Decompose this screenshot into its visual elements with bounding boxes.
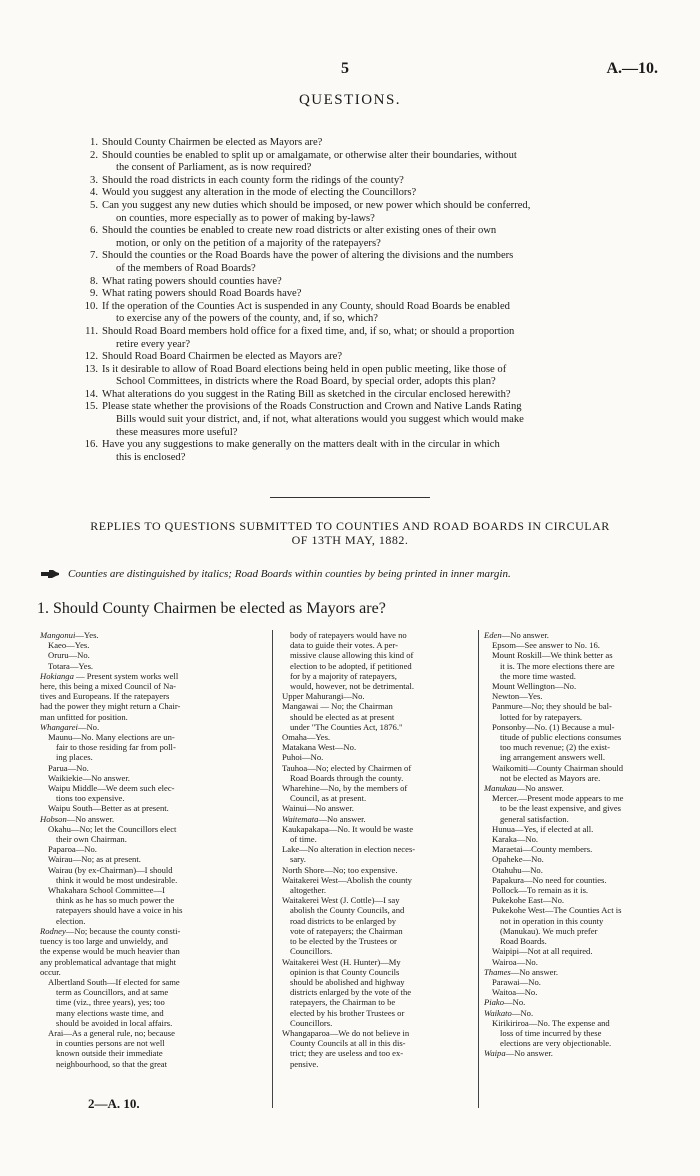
reply-line: missive clause allowing this kind of bbox=[290, 650, 414, 661]
question-line: Would you suggest any alteration in the mode of electing the Councillors? bbox=[102, 187, 417, 199]
reply-line: fair to those residing far from poll- bbox=[56, 742, 176, 753]
reply-line: Maunu—No. Many elections are un- bbox=[48, 732, 175, 743]
question-1-heading: 1. Should County Chairmen be elected as Mayors are? bbox=[37, 600, 386, 617]
reply-line: Totara—Yes. bbox=[48, 660, 94, 671]
reply-line: for by a majority of ratepayers, bbox=[290, 670, 397, 681]
question-text bbox=[102, 175, 660, 188]
reply-line: Wairau—No; as at present. bbox=[48, 854, 141, 865]
question-text bbox=[102, 200, 660, 225]
reply-line: Wairau (by ex-Chairman)—I should bbox=[48, 864, 173, 875]
question-number: 16. bbox=[84, 439, 98, 451]
question-line: Should the counties be enabled to create new road districts or alter existing ones of their own bbox=[102, 225, 497, 237]
reply-line: Papakura—No need for counties. bbox=[492, 874, 607, 885]
question-text bbox=[102, 364, 660, 389]
reply-line: not in operation in this county bbox=[500, 915, 604, 926]
reply-line: Manukau—No answer. bbox=[484, 783, 564, 794]
reply-line: Pollock—To remain as it is. bbox=[492, 885, 589, 896]
replies-title bbox=[40, 519, 660, 547]
reply-line: not be elected as Mayors are. bbox=[500, 772, 601, 783]
question-number: 13. bbox=[84, 363, 98, 375]
question-item bbox=[80, 137, 660, 150]
reply-line: County Councils at all in this dis- bbox=[290, 1038, 406, 1049]
reply-line: Councillors. bbox=[290, 946, 333, 957]
reply-line: would, however, not be detrimental. bbox=[290, 681, 414, 692]
question-text bbox=[102, 225, 660, 250]
reply-line: Hobson—No answer. bbox=[40, 813, 115, 824]
question-line: If the operation of the Counties Act is suspended in any County, should Road Boards be enabled bbox=[102, 300, 510, 312]
reply-line: lotted for by ratepayers. bbox=[500, 711, 583, 722]
question-line: the consent of Parliament, as is now required? bbox=[116, 162, 312, 174]
reply-line: man unfitted for position. bbox=[40, 711, 128, 722]
reply-line: trict; they are useless and too ex- bbox=[290, 1048, 404, 1059]
reply-line: Waikiekie—No answer. bbox=[48, 772, 130, 783]
reply-line: loss of time incurred by these bbox=[500, 1027, 602, 1038]
reply-line: known outside their immediate bbox=[56, 1048, 163, 1059]
question-number: 10. bbox=[84, 300, 98, 312]
question-number: 1. bbox=[90, 137, 98, 148]
question-text bbox=[102, 137, 660, 150]
question-number: 12. bbox=[84, 351, 98, 363]
question-text bbox=[102, 276, 660, 289]
question-item bbox=[80, 225, 660, 250]
reply-line: Waitemata—No answer. bbox=[282, 813, 366, 824]
question-item bbox=[80, 389, 660, 402]
reply-line: Waipipi—Not at all required. bbox=[492, 946, 593, 957]
reply-line: Eden—No answer. bbox=[484, 630, 549, 640]
reply-line: Thames—No answer. bbox=[484, 966, 559, 977]
question-text bbox=[102, 389, 660, 402]
question-number: 15. bbox=[84, 401, 98, 413]
reply-line: it is. The more elections there are bbox=[500, 660, 615, 671]
reply-line: election to be adopted, if petitioned bbox=[290, 660, 412, 671]
question-line: What rating powers should Road Boards have? bbox=[102, 288, 302, 300]
document-reference: A.—10. bbox=[606, 60, 658, 77]
reply-line: Road Boards. bbox=[500, 936, 547, 947]
question-line: Have you any suggestions to make generally on the matters dealt with in the circular in which bbox=[102, 439, 500, 451]
reply-line: Wainui—No answer. bbox=[282, 803, 354, 814]
question-text bbox=[102, 150, 660, 175]
questions-title: QUESTIONS. bbox=[298, 92, 402, 108]
reply-line: Ponsonby—No. (1) Because a mul- bbox=[492, 721, 615, 732]
replies-column-2 bbox=[282, 630, 474, 1069]
page-number: 5 bbox=[341, 60, 349, 77]
reply-line: Waikato—No. bbox=[484, 1007, 534, 1018]
reply-line: Okahu—No; let the Councillors elect bbox=[48, 823, 177, 834]
county-name: Mangonui bbox=[40, 630, 76, 640]
question-item bbox=[80, 276, 660, 289]
reply-line: Pukekohe West—The Counties Act is bbox=[492, 905, 622, 916]
reply-line: Mount Roskill—We think better as bbox=[492, 650, 613, 661]
question-text bbox=[102, 439, 660, 464]
question-number: 3. bbox=[90, 174, 98, 186]
reply-line: Mangawai — No; the Chairman bbox=[282, 701, 393, 712]
reply-line: ratepayers should have a voice in his bbox=[56, 905, 183, 916]
italics-note bbox=[40, 568, 660, 580]
reply-line: Waipa—No answer. bbox=[484, 1048, 553, 1059]
replies-title-line-1: REPLIES TO QUESTIONS SUBMITTED TO COUNTIES AND ROAD BOARDS IN CIRCULAR bbox=[90, 519, 610, 533]
reply-line: body of ratepayers would have no bbox=[290, 630, 407, 640]
reply-line: elections are very objectionable. bbox=[500, 1038, 612, 1049]
question-item bbox=[80, 187, 660, 200]
reply-line: the more time wasted. bbox=[500, 670, 576, 681]
reply-line: Mount Wellington—No. bbox=[492, 681, 577, 692]
reply-line: Waipu Middle—We deem such elec- bbox=[48, 783, 175, 794]
reply-line: under "The Counties Act, 1876." bbox=[290, 721, 403, 732]
question-number: 9. bbox=[90, 288, 98, 300]
reply-line: general satisfaction. bbox=[500, 813, 569, 824]
reply-line: Kaeo—Yes. bbox=[48, 640, 90, 651]
question-text bbox=[102, 401, 660, 439]
reply-line: of time. bbox=[290, 834, 317, 845]
reply-line: districts enlarged by the vote of the bbox=[290, 987, 412, 998]
replies-column-1 bbox=[40, 630, 264, 1069]
question-item bbox=[80, 326, 660, 351]
question-item bbox=[80, 301, 660, 326]
page-header bbox=[0, 60, 700, 80]
reply-line: Opaheke—No. bbox=[492, 854, 544, 865]
reply-line: Pukekohe East—No. bbox=[492, 895, 565, 906]
reply-line: ing arrangement answers well. bbox=[500, 752, 605, 763]
reply-line: North Shore—No; too expensive. bbox=[282, 864, 398, 875]
county-name: Whangarei bbox=[40, 721, 78, 732]
reply-line: time (viz., three years), yes; too bbox=[56, 997, 165, 1008]
reply-line: Maraetai—County members. bbox=[492, 844, 593, 855]
reply-line: Omaha—Yes. bbox=[282, 732, 331, 743]
reply-line: Parua—No. bbox=[48, 762, 89, 773]
column-divider bbox=[272, 630, 273, 1108]
question-number: 8. bbox=[90, 275, 98, 287]
question-line: Should the counties or the Road Boards have the power of altering the divisions and the numbers bbox=[102, 250, 514, 262]
question-line: these measures more useful? bbox=[116, 426, 238, 438]
reply-line: Whakahara School Committee—I bbox=[48, 885, 165, 896]
question-line: Should County Chairmen be elected as Mayors are? bbox=[102, 137, 323, 148]
reply-line: Council, as at present. bbox=[290, 793, 367, 804]
question-line: Bills would suit your district, and, if not, what alterations would you suggest which would make bbox=[116, 414, 524, 426]
question-item bbox=[80, 150, 660, 175]
reply-line: should be abolished and highway bbox=[290, 976, 405, 987]
question-line: to exercise any of the powers of the county, and, if so, which? bbox=[116, 313, 379, 325]
reply-line: think it would be most undesirable. bbox=[56, 874, 178, 885]
reply-line: Waitakerei West (H. Hunter)—My bbox=[282, 956, 401, 967]
reply-line: Whangaparoa—We do not believe in bbox=[282, 1027, 410, 1038]
reply-line: data to guide their votes. A per- bbox=[290, 640, 398, 651]
question-number: 5. bbox=[90, 199, 98, 211]
reply-line: Kaukapakapa—No. It would be waste bbox=[282, 823, 414, 834]
reply-line: any problematical advantage that might bbox=[40, 956, 177, 967]
pointing-hand-icon bbox=[40, 568, 60, 580]
reply-line: pensive. bbox=[290, 1058, 319, 1069]
question-line: this is enclosed? bbox=[116, 451, 186, 463]
question-item bbox=[80, 351, 660, 364]
reply-line: elected by his brother Trustees or bbox=[290, 1007, 405, 1018]
section-divider bbox=[270, 497, 430, 498]
reply-line: road districts to be enlarged by bbox=[290, 915, 397, 926]
reply-line: election. bbox=[56, 915, 86, 926]
reply-line: had the power they might return a Chair- bbox=[40, 701, 181, 712]
reply-line: neighbourhood, so that the great bbox=[56, 1058, 167, 1069]
question-number: 14. bbox=[84, 388, 98, 400]
reply-line: occur. bbox=[40, 966, 61, 977]
reply-line: Epsom—See answer to No. 16. bbox=[492, 640, 600, 651]
question-text bbox=[102, 187, 660, 200]
question-line: retire every year? bbox=[116, 338, 191, 350]
reply-line: Piako—No. bbox=[484, 997, 526, 1008]
reply-line: Whangarei—No. bbox=[40, 721, 100, 732]
county-name: Hokianga bbox=[40, 670, 77, 681]
reply-line: Panmure—No; they should be bal- bbox=[492, 701, 612, 712]
reply-line: too much revenue; (2) the exist- bbox=[500, 742, 611, 753]
question-text bbox=[102, 351, 660, 364]
reply-line: here, this being a mixed Council of Na- bbox=[40, 681, 177, 692]
reply-line: abolish the County Councils, and bbox=[290, 905, 405, 916]
question-line: Should counties be enabled to split up or amalgamate, or otherwise alter their boundaries, without bbox=[102, 149, 517, 161]
question-number: 4. bbox=[90, 187, 98, 199]
county-name: Eden bbox=[484, 630, 502, 640]
reply-line: Councillors. bbox=[290, 1017, 333, 1028]
question-text bbox=[102, 301, 660, 326]
question-line: Should Road Board Chairmen be elected as Mayors are? bbox=[102, 351, 343, 363]
reply-line: Lake—No alteration in election neces- bbox=[282, 844, 416, 855]
county-name: Piako bbox=[484, 997, 505, 1008]
reply-line: many elections waste time, and bbox=[56, 1007, 164, 1018]
question-line: What alterations do you suggest in the Rating Bill as sketched in the circular enclosed herewith? bbox=[102, 388, 511, 400]
county-name: Manukau bbox=[484, 783, 517, 794]
reply-line: Waipu South—Better as at present. bbox=[48, 803, 169, 814]
question-item bbox=[80, 401, 660, 439]
reply-line: Newton—Yes. bbox=[492, 691, 543, 702]
reply-line: Otahuhu—No. bbox=[492, 864, 543, 875]
reply-line: Wairoa—No. bbox=[492, 956, 538, 967]
reply-line: Rodney—No; because the county consti- bbox=[40, 925, 181, 936]
reply-line: Waitakerei West—Abolish the county bbox=[282, 874, 412, 885]
reply-line: Parawai—No. bbox=[492, 976, 541, 987]
reply-line: to be elected by the Trustees or bbox=[290, 936, 397, 947]
reply-line: should be avoided in local affairs. bbox=[56, 1017, 173, 1028]
question-item bbox=[80, 200, 660, 225]
reply-line: Hokianga — Present system works well bbox=[40, 670, 179, 681]
reply-line: Hunua—Yes, if elected at all. bbox=[492, 823, 594, 834]
question-line: of the members of Road Boards? bbox=[116, 262, 256, 274]
reply-line: Paparoa—No. bbox=[48, 844, 97, 855]
reply-line: term as Councillors, and at same bbox=[56, 987, 169, 998]
question-item bbox=[80, 250, 660, 275]
reply-line: think as he has so much power the bbox=[56, 895, 175, 906]
replies-title-line-2: OF 13TH MAY, 1882. bbox=[291, 533, 409, 547]
reply-line: Waikomiti—County Chairman should bbox=[492, 762, 624, 773]
county-name: Waikato bbox=[484, 1007, 512, 1018]
reply-line: (Manukau). We much prefer bbox=[500, 925, 598, 936]
question-number: 11. bbox=[85, 325, 98, 337]
reply-line: Wharehine—No, by the members of bbox=[282, 783, 408, 794]
reply-line: ing places. bbox=[56, 752, 93, 763]
county-name: Thames bbox=[484, 966, 511, 977]
replies-column-3 bbox=[484, 630, 660, 1059]
county-name: Waipa bbox=[484, 1048, 506, 1059]
county-name: Rodney bbox=[40, 925, 66, 936]
reply-line: Road Boards through the county. bbox=[290, 772, 404, 783]
question-line: What rating powers should counties have? bbox=[102, 275, 282, 287]
reply-line: Mercer.—Present mode appears to me bbox=[492, 793, 624, 804]
reply-line: the expense would be much heavier than bbox=[40, 946, 180, 957]
question-number: 6. bbox=[90, 225, 98, 237]
reply-line: tuency is too large and unwieldy, and bbox=[40, 936, 168, 947]
question-line: Can you suggest any new duties which should be imposed, or new power which should be conferred, bbox=[102, 199, 531, 211]
reply-line: should be elected as at present bbox=[290, 711, 395, 722]
reply-line: Upper Mahurangi—No. bbox=[282, 691, 365, 702]
question-line: on counties, more especially as to power of making by-laws? bbox=[116, 212, 375, 224]
question-line: School Committees, in districts where the Road Board, by special order, adopts this plan? bbox=[116, 376, 496, 388]
question-line: Should the road districts in each county form the ridings of the county? bbox=[102, 174, 404, 186]
reply-line: in counties persons are not well bbox=[56, 1038, 165, 1049]
reply-line: Puhoi—No. bbox=[282, 752, 324, 763]
county-name: Hobson bbox=[40, 813, 67, 824]
reply-line: Kirikiriroa—No. The expense and bbox=[492, 1017, 610, 1028]
reply-line: their own Chairman. bbox=[56, 834, 127, 845]
reply-line: Arai—As a general rule, no; because bbox=[48, 1027, 175, 1038]
italics-note-text: Counties are distinguished by italics; Road Boards within counties by being printed in inner margin. bbox=[68, 568, 511, 580]
question-item bbox=[80, 288, 660, 301]
reply-line: tives and Europeans. If the ratepayers bbox=[40, 691, 170, 702]
reply-line: Waitoa—No. bbox=[492, 987, 538, 998]
question-number: 7. bbox=[90, 250, 98, 262]
county-name: Waitemata bbox=[282, 813, 319, 824]
question-text bbox=[102, 326, 660, 351]
question-line: Should Road Board members hold office for a fixed time, and, if so, what; or should a proportion bbox=[102, 325, 515, 337]
reply-line: opinion is that County Councils bbox=[290, 966, 400, 977]
question-item bbox=[80, 364, 660, 389]
reply-line: Albertland South—If elected for same bbox=[48, 976, 180, 987]
reply-line: Mangonui—Yes. bbox=[40, 630, 99, 640]
question-line: motion, or only on the petition of a majority of the ratepayers? bbox=[116, 237, 381, 249]
printer-signature: 2—A. 10. bbox=[88, 1096, 140, 1111]
reply-line: Waitakerei West (J. Cottle)—I say bbox=[282, 895, 400, 906]
reply-line: Tauhoa—No; elected by Chairmen of bbox=[282, 762, 412, 773]
questions-list bbox=[80, 137, 660, 464]
reply-line: tions too expensive. bbox=[56, 793, 125, 804]
question-number: 2. bbox=[90, 149, 98, 161]
question-text bbox=[102, 250, 660, 275]
reply-line: Oruru—No. bbox=[48, 650, 90, 661]
question-item bbox=[80, 175, 660, 188]
reply-line: altogether. bbox=[290, 885, 327, 896]
reply-line: Karaka—No. bbox=[492, 834, 539, 845]
reply-line: ratepayers, the Chairman to be bbox=[290, 997, 396, 1008]
reply-line: sary. bbox=[290, 854, 306, 865]
question-item bbox=[80, 439, 660, 464]
column-divider bbox=[478, 630, 479, 1108]
question-text bbox=[102, 288, 660, 301]
reply-line: vote of ratepayers; the Chairman bbox=[290, 925, 403, 936]
question-line: Please state whether the provisions of the Roads Construction and Crown and Native Lands Rating bbox=[102, 401, 522, 413]
reply-line: to be the least expensive, and gives bbox=[500, 803, 621, 814]
reply-line: Matakana West—No. bbox=[282, 742, 357, 753]
reply-line: titude of public elections consumes bbox=[500, 732, 622, 743]
question-line: Is it desirable to allow of Road Board elections being held in open public meeting, like those of bbox=[102, 363, 507, 375]
